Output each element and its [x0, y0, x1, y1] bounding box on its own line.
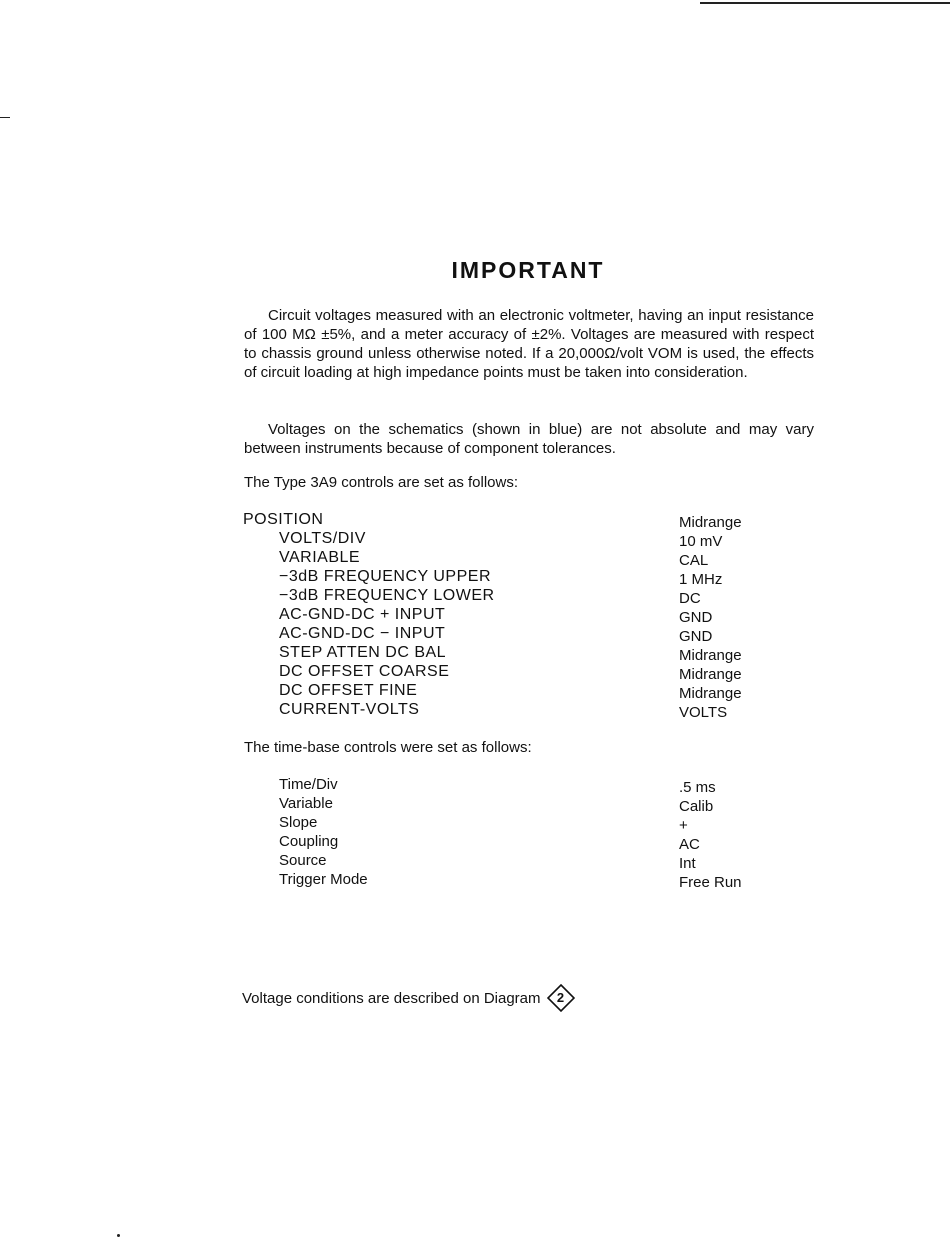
- paragraph-text: Voltages on the schematics (shown in blue) are not absolute and may vary between instruments because of component tolerances.: [244, 421, 814, 457]
- setting-label: STEP ATTEN DC BAL: [279, 644, 447, 661]
- setting-label: −3dB FREQUENCY LOWER: [279, 587, 495, 604]
- setting-value: 10 mV: [679, 533, 723, 550]
- setting-label: Coupling: [279, 833, 339, 850]
- setting-label: Source: [279, 852, 327, 869]
- setting-value: +: [679, 817, 688, 834]
- setting-value: Calib: [679, 798, 714, 815]
- settings-row: [243, 530, 803, 549]
- settings-row: [243, 795, 803, 814]
- setting-value: Midrange: [679, 685, 742, 702]
- setting-label: AC-GND-DC + INPUT: [279, 606, 446, 623]
- settings-row: [243, 644, 803, 663]
- setting-label: AC-GND-DC − INPUT: [279, 625, 446, 642]
- setting-value: GND: [679, 609, 713, 626]
- setting-label: Time/Div: [279, 776, 338, 793]
- scan-edge-line: [700, 2, 950, 4]
- setting-label: POSITION: [243, 511, 324, 528]
- page-title: IMPORTANT: [451, 257, 605, 283]
- setting-label: DC OFFSET COARSE: [279, 663, 450, 680]
- setting-value: DC: [679, 590, 701, 607]
- settings-row: [243, 606, 803, 625]
- settings-row: [243, 568, 803, 587]
- settings-row: [243, 587, 803, 606]
- settings-row: [243, 852, 803, 871]
- settings-row: [243, 776, 803, 795]
- settings-row: [243, 625, 803, 644]
- scan-speck: [117, 1234, 120, 1237]
- settings-row: [243, 511, 803, 530]
- setting-value: .5 ms: [679, 779, 716, 796]
- settings-row: [243, 663, 803, 682]
- setting-label: VOLTS/DIV: [279, 530, 366, 547]
- setting-value: Midrange: [679, 514, 742, 531]
- setting-value: VOLTS: [679, 704, 728, 721]
- type3a9-intro: The Type 3A9 controls are set as follows:: [244, 474, 519, 491]
- settings-row: [243, 814, 803, 833]
- timebase-settings-list: [243, 776, 803, 890]
- setting-label: Variable: [279, 795, 333, 812]
- settings-row: [243, 701, 803, 720]
- settings-row: [243, 833, 803, 852]
- setting-label: −3dB FREQUENCY UPPER: [279, 568, 491, 585]
- setting-value: 1 MHz: [679, 571, 723, 588]
- setting-label: Slope: [279, 814, 318, 831]
- setting-value: AC: [679, 836, 700, 853]
- setting-value: GND: [679, 628, 713, 645]
- setting-value: CAL: [679, 552, 709, 569]
- setting-label: Trigger Mode: [279, 871, 368, 888]
- footer-note: [242, 984, 575, 1012]
- diagram-diamond-icon: [547, 984, 575, 1012]
- diagram-number: 2: [556, 990, 565, 1005]
- margin-mark: [0, 117, 10, 118]
- timebase-intro: The time-base controls were set as follows:: [244, 739, 532, 756]
- setting-value: Free Run: [679, 874, 742, 891]
- footer-text: Voltage conditions are described on Diagram: [242, 989, 541, 1007]
- setting-label: CURRENT-VOLTS: [279, 701, 420, 718]
- paragraph-schematics: [244, 420, 814, 458]
- setting-value: Midrange: [679, 647, 742, 664]
- setting-label: VARIABLE: [279, 549, 361, 566]
- setting-value: Int: [679, 855, 696, 872]
- paragraph-text: Circuit voltages measured with an electronic voltmeter, having an input resistance of 100 MΩ ±5%, and a meter accuracy of ±2%. Voltages are measured with respect to chassis ground unless otherwise noted. If a 20,000Ω/volt VOM is used, the effects of circuit loading at high impedance points must be taken into consideration.: [244, 307, 814, 381]
- type3a9-settings-list: [243, 511, 803, 720]
- setting-label: DC OFFSET FINE: [279, 682, 418, 699]
- settings-row: [243, 549, 803, 568]
- setting-value: Midrange: [679, 666, 742, 683]
- settings-row: [243, 682, 803, 701]
- paragraph-voltmeter: [244, 306, 814, 382]
- settings-row: [243, 871, 803, 890]
